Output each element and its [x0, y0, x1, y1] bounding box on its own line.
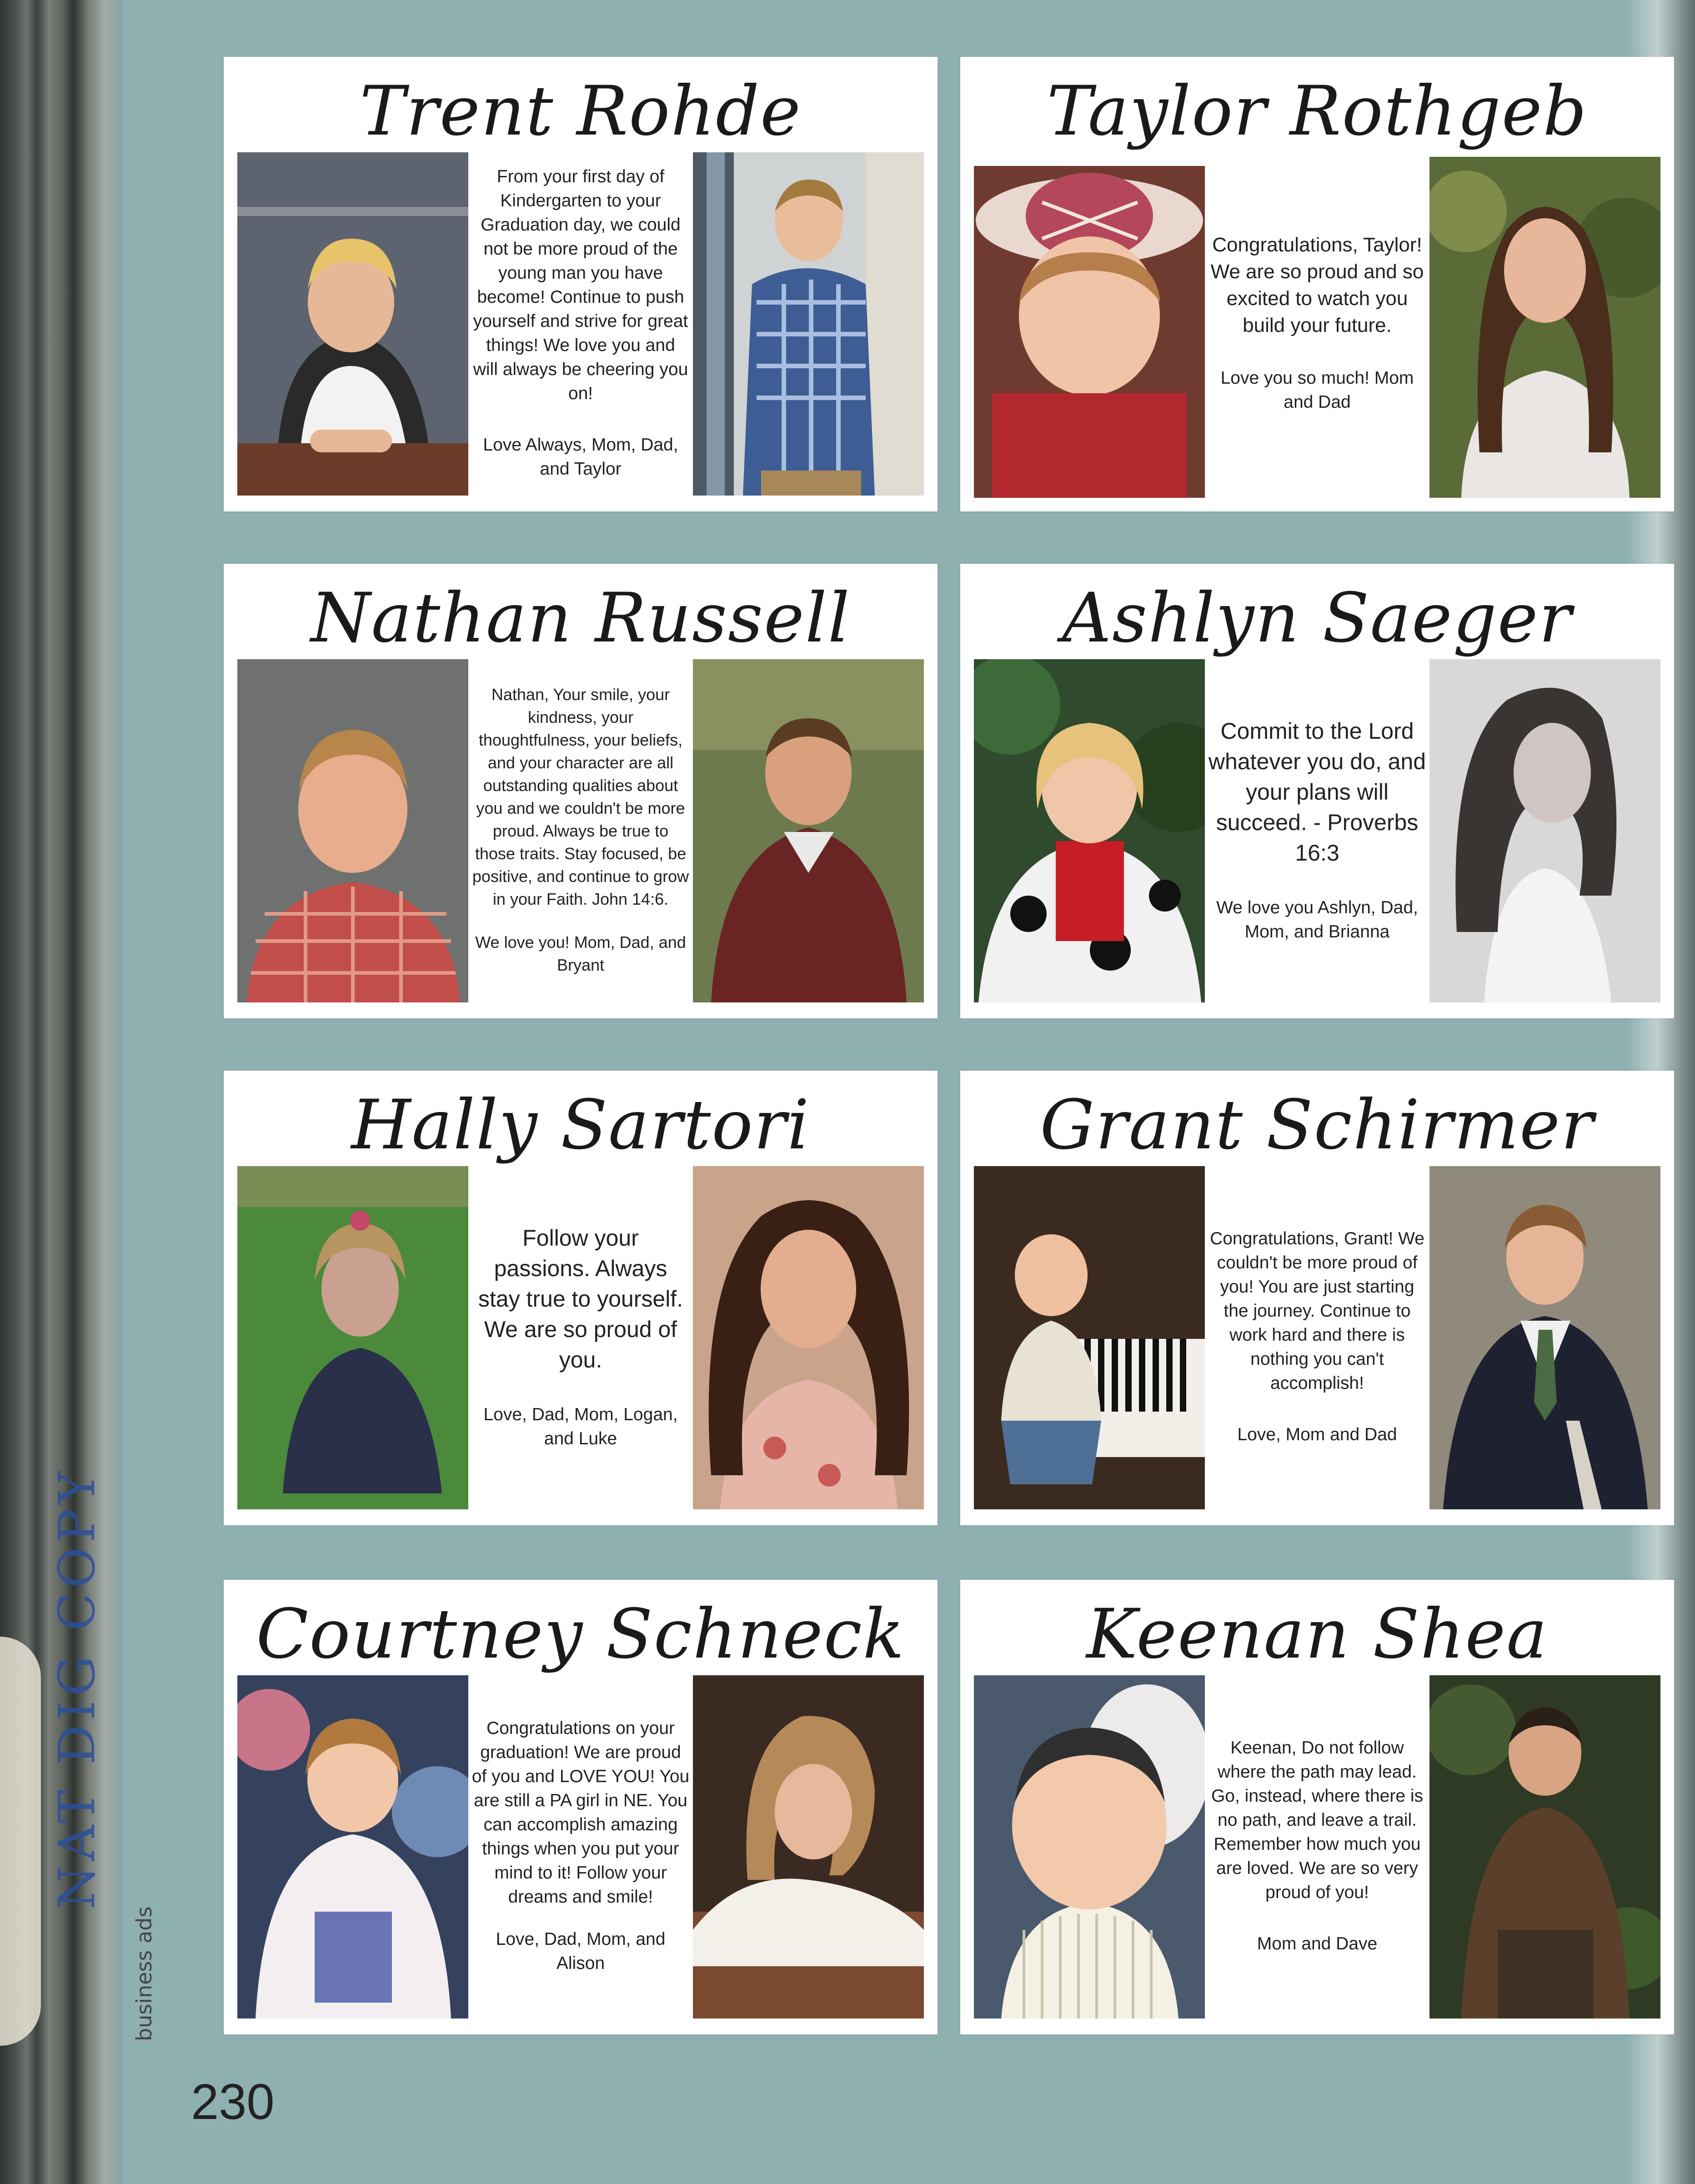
senior-photo: [1429, 659, 1660, 1002]
ad-message-block: [1208, 1162, 1426, 1512]
ad-message-block: [471, 1671, 690, 2021]
ad-message: Follow your passions. Always stay true to yourself. We are so proud of you.: [478, 1225, 683, 1373]
ad-card: [224, 1580, 938, 2034]
child-photo: [974, 659, 1205, 1002]
ad-message: From your first day of Kindergarten to your Graduation day, we could not be more proud of the young man you have become! Continue to push yourself and strive for great things! We love you and will always be cheering you on!: [473, 167, 688, 403]
ad-signature: Love, Mom and Dad: [1237, 1425, 1397, 1444]
senior-photo: [1429, 157, 1660, 498]
ad-card: [960, 1580, 1674, 2034]
ad-message: Congratulations on your graduation! We are proud of you and LOVE YOU! You are still a PA girl in NE. You can accomplish amazing things when you put your mind to it! Follow your dreams and smile!: [471, 1718, 690, 1907]
senior-photo: [1429, 1166, 1660, 1509]
ad-card: [960, 1071, 1674, 1525]
ad-name: Taylor Rothgeb: [1047, 72, 1588, 151]
child-photo: [974, 1166, 1205, 1509]
ad-card: [224, 564, 938, 1018]
ad-name: Ashlyn Saeger: [1062, 579, 1573, 658]
page-number: 230: [191, 2074, 275, 2130]
ad-signature: Love Always, Mom, Dad, and Taylor: [483, 435, 678, 479]
senior-photo: [693, 1675, 924, 2019]
child-photo: [974, 1675, 1205, 2019]
ad-message: Nathan, Your smile, your kindness, your thoughtfulness, your beliefs, and your character are all outstanding qualities about you and we couldn't be more proud. Always be true to those traits. Stay focused, be positive, and continue to grow in your Faith. John 14:6.: [472, 685, 689, 908]
section-label: business ads: [132, 1906, 156, 2041]
ad-name: Trent Rohde: [360, 72, 802, 151]
ad-card: [960, 57, 1674, 511]
ad-message-block: [1208, 1671, 1426, 2021]
ad-name: Grant Schirmer: [1040, 1086, 1595, 1165]
ad-card: [224, 1071, 938, 1525]
child-photo: [237, 1675, 468, 2019]
ad-card: [224, 57, 938, 511]
handwritten-note: NAT DIG COPY: [48, 1467, 106, 1909]
child-photo: [237, 152, 468, 496]
ad-message-block: [1208, 148, 1426, 498]
ad-signature: Love, Dad, Mom, and Alison: [496, 1929, 666, 1973]
ad-signature: Mom and Dave: [1257, 1934, 1378, 1954]
ad-message-block: [471, 148, 690, 498]
child-photo: [237, 1166, 468, 1509]
ad-card: [960, 564, 1674, 1018]
ad-signature: We love you Ashlyn, Dad, Mom, and Brianna: [1216, 897, 1418, 942]
senior-photo: [693, 1166, 924, 1509]
ad-signature: We love you! Mom, Dad, and Bryant: [475, 932, 686, 974]
ad-message-block: [1208, 655, 1426, 1005]
yearbook-page: [123, 0, 1695, 2184]
ad-message-block: [471, 655, 690, 1005]
child-photo: [237, 659, 468, 1002]
senior-photo: [1429, 1675, 1660, 2019]
ad-message-block: [471, 1162, 690, 1512]
senior-photo: [693, 152, 924, 496]
ad-message: Congratulations, Grant! We couldn't be more proud of you! You are just starting the journey. Continue to work hard and there is nothing you can't accomplish!: [1210, 1229, 1424, 1393]
ad-name: Keenan Shea: [1086, 1595, 1548, 1674]
ad-signature: Love, Dad, Mom, Logan, and Luke: [483, 1404, 678, 1448]
ad-name: Hally Sartori: [351, 1086, 810, 1165]
ad-name: Nathan Russell: [311, 579, 851, 658]
ad-name: Courtney Schneck: [256, 1595, 905, 1674]
ad-signature: Love you so much! Mom and Dad: [1220, 368, 1414, 412]
page-curl: [0, 1637, 41, 2046]
ad-message: Keenan, Do not follow where the path may lead. Go, instead, where there is no path, and leave a trail. Remember how much you are loved. We are so very proud of you!: [1211, 1738, 1424, 1902]
ad-message: Commit to the Lord whatever you do, and your plans will succeed. - Proverbs 16:3: [1208, 718, 1426, 866]
ad-message: Congratulations, Taylor! We are so proud and so excited to watch you build your future.: [1210, 234, 1424, 336]
senior-photo: [693, 659, 924, 1002]
child-photo: [974, 166, 1205, 498]
